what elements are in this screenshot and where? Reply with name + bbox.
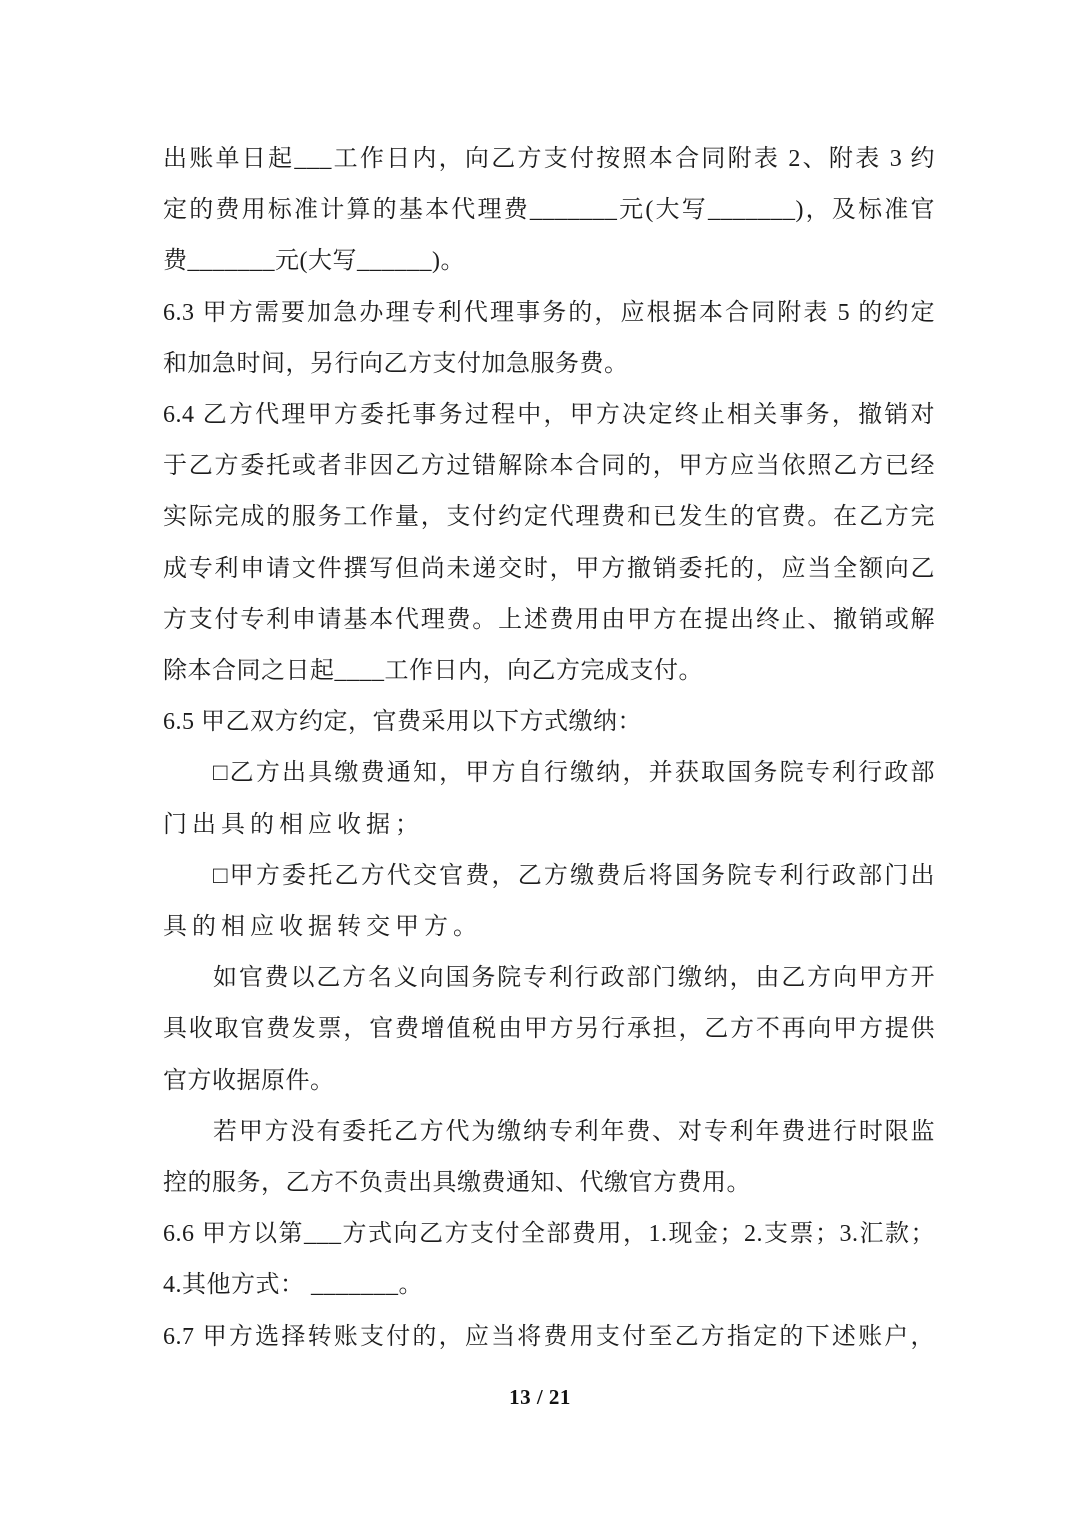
clause-6-4: 6.4 乙方代理甲方委托事务过程中，甲方决定终止相关事务，撤销对	[163, 402, 935, 429]
doc-line: 门出具的相应收据；	[163, 811, 424, 838]
doc-line: 和加急时间，另行向乙方支付加急服务费。	[163, 350, 629, 377]
doc-line: 于乙方委托或者非因乙方过错解除本合同的，甲方应当依照乙方已经	[163, 453, 935, 480]
doc-line: 如官费以乙方名义向国务院专利行政部门缴纳，由乙方向甲方开	[213, 965, 935, 992]
checkbox-option-2: □甲方委托乙方代交官费，乙方缴费后将国务院专利行政部门出	[213, 862, 935, 889]
doc-line: 若甲方没有委托乙方代为缴纳专利年费、对专利年费进行时限监	[213, 1118, 935, 1145]
doc-line: 控的服务，乙方不负责出具缴费通知、代缴官方费用。	[163, 1170, 751, 1197]
doc-line: 具收取官费发票，官费增值税由甲方另行承担，乙方不再向甲方提供	[163, 1016, 935, 1043]
doc-line: 费_______元(大写______)。	[163, 248, 465, 275]
doc-line: 方支付专利申请基本代理费。上述费用由甲方在提出终止、撤销或解	[163, 606, 935, 633]
page-number: 13 / 21	[509, 1385, 571, 1409]
doc-line: 除本合同之日起____工作日内，向乙方完成支付。	[163, 658, 703, 685]
clause-6-5: 6.5 甲乙双方约定，官费采用以下方式缴纳：	[163, 709, 642, 736]
doc-line: 具的相应收据转交甲方。	[163, 914, 482, 941]
checkbox-option-1: □乙方出具缴费通知，甲方自行缴纳，并获取国务院专利行政部	[213, 760, 935, 787]
doc-line: 实际完成的服务工作量，支付约定代理费和已发生的官费。在乙方完	[163, 504, 935, 531]
clause-6-7: 6.7 甲方选择转账支付的，应当将费用支付至乙方指定的下述账户，	[163, 1323, 935, 1350]
doc-line: 出账单日起___工作日内，向乙方支付按照本合同附表 2、附表 3 约	[163, 146, 935, 172]
doc-line: 定的费用标准计算的基本代理费_______元(大写_______)，及标准官	[163, 197, 935, 224]
document-body	[163, 134, 935, 1363]
clause-6-3: 6.3 甲方需要加急办理专利代理事务的，应根据本合同附表 5 的约定	[163, 299, 935, 326]
doc-line: 官方收据原件。	[163, 1067, 335, 1094]
clause-6-6: 6.6 甲方以第___方式向乙方支付全部费用，1.现金；2.支票；3.汇款；	[163, 1221, 935, 1248]
doc-line: 4.其他方式： _______。	[163, 1272, 423, 1299]
doc-line: 成专利申请文件撰写但尚未递交时，甲方撤销委托的，应当全额向乙	[163, 555, 935, 582]
